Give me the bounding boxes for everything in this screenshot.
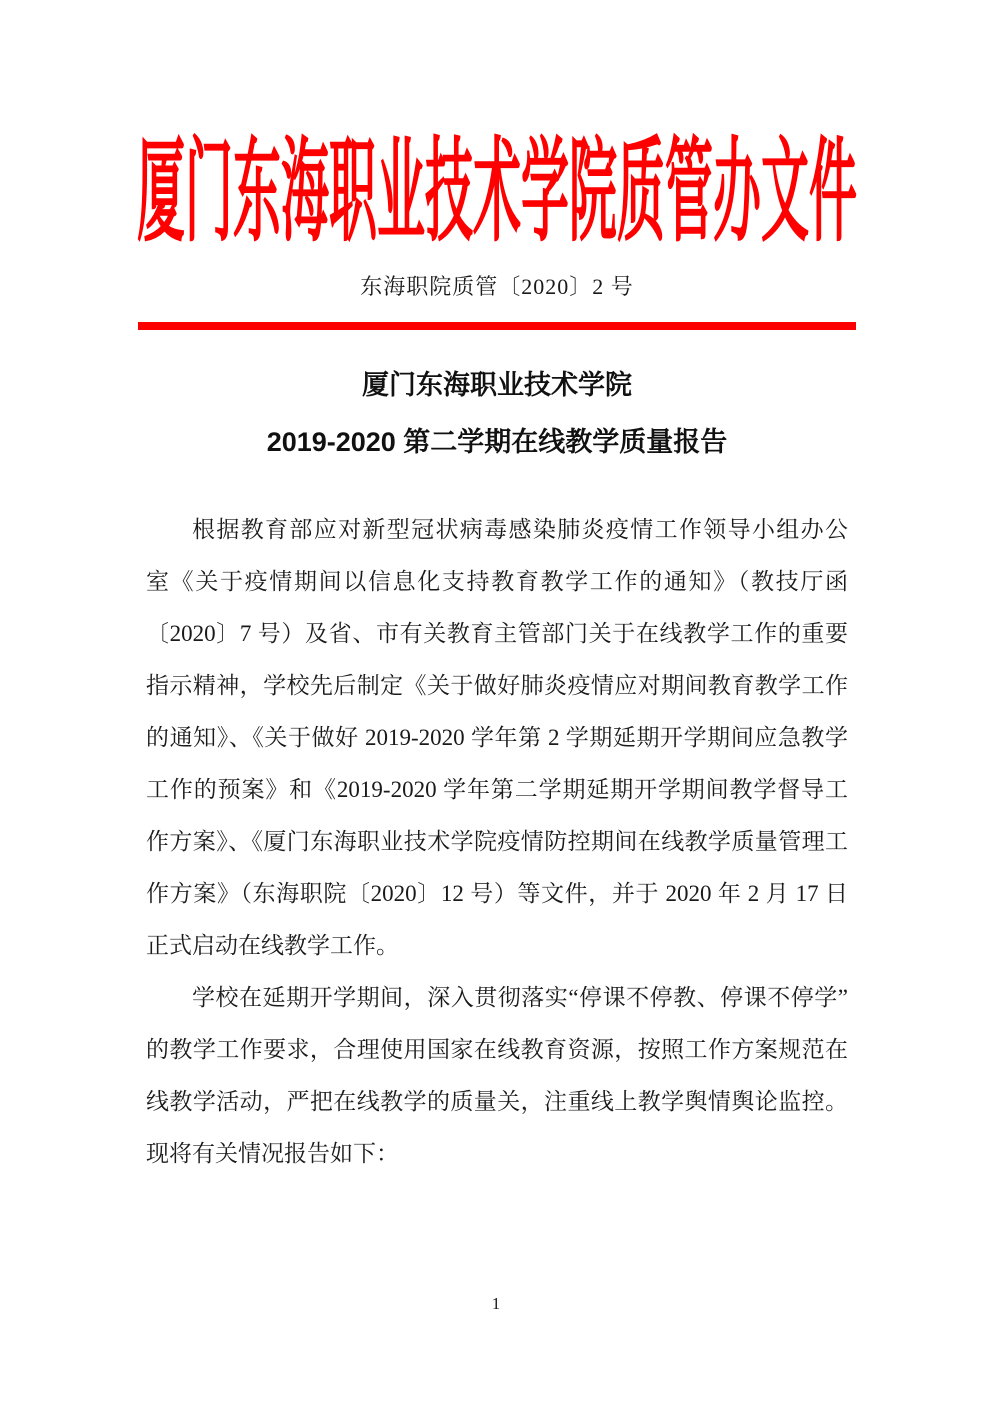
document-content: [0, 118, 992, 1180]
document-title-line2: 2019-2020 第二学期在线教学质量报告: [266, 427, 728, 457]
paragraph-1: [146, 504, 848, 972]
body-line: 作方案》（东海职院〔2020〕12 号）等文件，并于 2020 年 2 月 17 日: [146, 881, 848, 906]
body-line: 学校在延期开学期间，深入贯彻落实“停课不停教、停课不停学”: [192, 985, 848, 1010]
body-line: 的通知》、《关于做好 2019-2020 学年第 2 学期延期开学期间应急教学: [146, 725, 848, 750]
body-line: 作方案》、《厦门东海职业技术学院疫情防控期间在线教学质量管理工: [146, 829, 848, 854]
body-line: 线教学活动，严把在线教学的质量关，注重线上教学舆情舆论监控。: [146, 1089, 848, 1114]
body-line: 的教学工作要求，合理使用国家在线教育资源，按照工作方案规范在: [146, 1037, 848, 1062]
body-line: 根据教育部应对新型冠状病毒感染肺炎疫情工作领导小组办公: [192, 517, 848, 542]
body-line: 正式启动在线教学工作。: [146, 933, 399, 958]
red-divider-rule: [138, 322, 856, 330]
letterhead: [133, 118, 861, 257]
body-line: 现将有关情况报告如下：: [146, 1141, 399, 1166]
body-line: 工作的预案》和《2019-2020 学年第二学期延期开学期间教学督导工: [146, 777, 848, 802]
paragraph-2: [146, 972, 848, 1180]
document-number: 东海职院质管〔2020〕2 号: [360, 274, 634, 299]
page-number: 1: [491, 1294, 501, 1313]
document-title-line1: 厦门东海职业技术学院: [362, 370, 632, 400]
body-line: 室《关于疫情期间以信息化支持教育教学工作的通知》（教技厅函: [146, 569, 848, 594]
body-line: 指示精神，学校先后制定《关于做好肺炎疫情应对期间教育教学工作: [146, 673, 848, 698]
document-body: [146, 504, 848, 1180]
body-line: 〔2020〕7 号）及省、市有关教育主管部门关于在线教学工作的重要: [146, 621, 848, 646]
letterhead-title: 厦门东海职业技术学院质管办文件: [136, 131, 857, 257]
